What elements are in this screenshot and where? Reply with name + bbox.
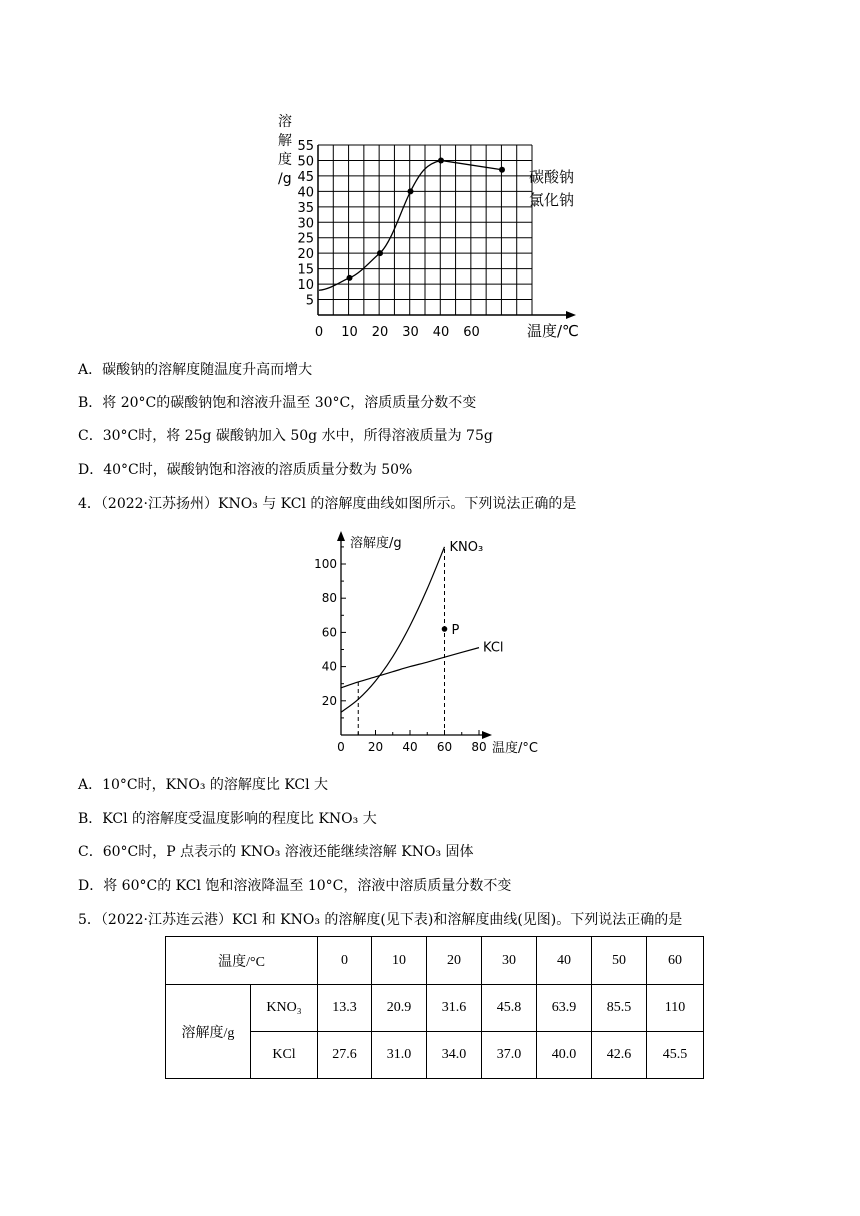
solubility-table [165, 936, 704, 1079]
temperature-cell: 40 [537, 937, 592, 985]
solubility-cell: 40.0 [537, 1032, 592, 1079]
x-axis-arrow [566, 311, 576, 319]
solubility-cell: 27.6 [318, 1032, 372, 1079]
y-tick-label: 60 [321, 625, 337, 640]
temperature-cell: 50 [592, 937, 647, 985]
y-axis-label-char: 解 [278, 133, 292, 149]
solubility-cell: 45.8 [482, 985, 537, 1032]
y-tick-label: 5 [305, 293, 314, 309]
x-tick-label: 40 [402, 740, 418, 754]
y-tick-label: 20 [297, 247, 314, 263]
kcl-curve [341, 648, 479, 688]
temperature-cell: 60 [647, 937, 704, 985]
solubility-cell: 45.5 [647, 1032, 704, 1079]
solubility-cell: 42.6 [592, 1032, 647, 1079]
y-tick-label: 30 [297, 216, 314, 232]
x-tick-label: 20 [371, 325, 389, 340]
solubility-cell: 110 [647, 985, 704, 1032]
kno3-curve [341, 547, 445, 712]
solubility-cell: 13.3 [318, 985, 372, 1032]
solubility-curve [319, 157, 505, 290]
y-tick-label: 40 [321, 659, 337, 674]
y-axis-label-char: 溶 [278, 114, 292, 130]
y-tick-label: 25 [297, 231, 314, 247]
data-point [377, 250, 383, 256]
x-axis-label: 温度/°C [492, 741, 538, 756]
kno3-kcl-solubility-chart [300, 525, 560, 765]
y-tick-label: 80 [321, 591, 337, 606]
solubility-curves [341, 540, 504, 735]
option-a: A．10°C时，KNO₃ 的溶解度比 KCl 大 [78, 777, 329, 793]
data-point [347, 275, 353, 281]
solubility-cell: 20.9 [372, 985, 427, 1032]
solubility-cell: 34.0 [427, 1032, 482, 1079]
temperature-cell: 30 [482, 937, 537, 985]
x-tick-label: 10 [341, 325, 358, 340]
x-tick-label: 0 [337, 740, 345, 754]
data-point [499, 167, 505, 173]
y-tick-label: 45 [297, 169, 314, 185]
y-tick-label: 40 [297, 185, 314, 201]
kno3-series-label: KNO₃ [449, 539, 484, 555]
sodium-carbonate-solubility-chart [270, 100, 590, 345]
option-d: D．40°C时，碳酸钠饱和溶液的溶质质量分数为 50% [78, 462, 413, 478]
temperature-cell: 10 [372, 937, 427, 985]
chart-legend [529, 168, 574, 209]
legend-entry: 氯化钠 [529, 191, 575, 209]
solubility-group-label: 溶解度/g [166, 985, 251, 1079]
x-tick-labels [315, 325, 480, 340]
y-tick-label: 15 [297, 262, 314, 278]
substance-name: KNO₃ [251, 985, 318, 1032]
tick-labels [314, 557, 487, 754]
option-c: C．60°C时，P 点表示的 KNO₃ 溶液还能继续溶解 KNO₃ 固体 [78, 844, 474, 860]
y-axis-label: 溶解度/g [350, 536, 402, 551]
y-tick-label: 20 [321, 693, 337, 708]
legend-entry: 碳酸钠 [529, 168, 575, 186]
y-axis-label [278, 113, 292, 187]
option-a: A．碳酸钠的溶解度随温度升高而增大 [78, 362, 313, 378]
y-axis-label-char: 度 [278, 152, 292, 168]
table-header-row [166, 937, 704, 985]
y-tick-label: 50 [297, 154, 314, 170]
option-c: C．30°C时，将 25g 碳酸钠加入 50g 水中，所得溶液质量为 75g [78, 428, 493, 444]
y-tick-label: 55 [297, 139, 314, 154]
solubility-cell: 85.5 [592, 985, 647, 1032]
chart-axes [337, 531, 492, 739]
x-tick-label: 60 [463, 325, 480, 340]
question-4-stem: 4．（2022·江苏扬州）KNO₃ 与 KCl 的溶解度曲线如图所示。下列说法正确的是 [78, 496, 577, 512]
question-5-stem: 5．（2022·江苏连云港）KCl 和 KNO₃ 的溶解度(见下表)和溶解度曲线(见图)。下列说法正确的是 [78, 912, 683, 928]
option-b: B．KCl 的溶解度受温度影响的程度比 KNO₃ 大 [78, 811, 377, 827]
point-p [442, 626, 448, 632]
x-tick-label: 40 [432, 325, 450, 340]
table-row [166, 985, 704, 1032]
data-point [438, 157, 444, 163]
option-d: D．将 60°C的 KCl 饱和溶液降温至 10°C，溶液中溶质质量分数不变 [78, 878, 512, 894]
solubility-cell: 31.6 [427, 985, 482, 1032]
x-tick-label: 0 [314, 325, 324, 340]
solubility-cell: 37.0 [482, 1032, 537, 1079]
solubility-cell: 63.9 [537, 985, 592, 1032]
option-b: B．将 20°C的碳酸钠饱和溶液升温至 30°C，溶质质量分数不变 [78, 395, 477, 411]
series-line [319, 160, 502, 290]
solubility-cell: 31.0 [372, 1032, 427, 1079]
x-tick-label: 60 [436, 740, 453, 754]
y-axis-label-char: /g [278, 171, 292, 187]
kcl-series-label: KCl [483, 640, 504, 656]
y-tick-labels [297, 139, 314, 309]
y-axis-arrow [337, 531, 345, 541]
substance-name: KCl [251, 1032, 318, 1079]
data-point [408, 188, 414, 194]
y-tick-label: 35 [297, 200, 314, 216]
y-tick-label: 10 [297, 278, 314, 294]
x-tick-label: 20 [367, 740, 384, 754]
temperature-cell: 0 [318, 937, 372, 985]
y-tick-label: 100 [314, 557, 337, 571]
temperature-header: 温度/°C [166, 937, 318, 985]
x-axis-arrow [482, 731, 492, 739]
point-p-label: P [451, 622, 460, 638]
x-tick-label: 80 [471, 740, 487, 754]
temperature-cell: 20 [427, 937, 482, 985]
x-axis-label: 温度/℃ [527, 322, 579, 340]
x-tick-label: 30 [402, 325, 419, 340]
